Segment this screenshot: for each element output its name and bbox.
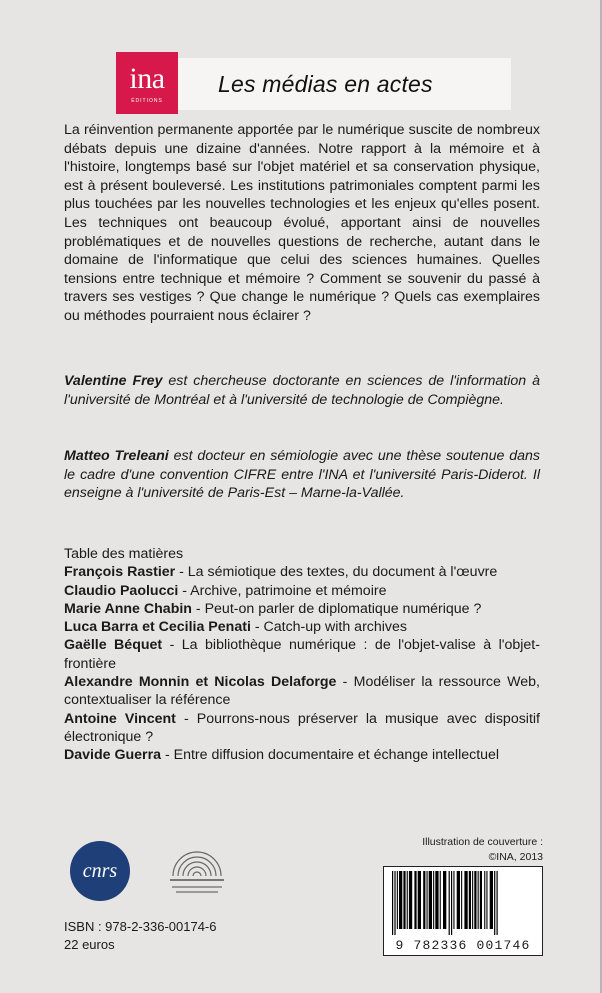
toc-entry	[64, 563, 540, 581]
barcode-bar	[464, 871, 467, 929]
barcode-bar	[490, 871, 493, 929]
summary-paragraph: La réinvention permanente apportée par le numérique suscite de nombreux débats depuis une dizaine d'années. Notre rapport à la mémoire et à l'histoire, longtemps basé sur l'objet matériel et sa conservation physique, est à présent bouleversé. Les institutions patrimoniales comptent parmi les plus touchées par les nouvelles technologies et les enjeux qu'elles posent. Les techniques ont beaucoup évolué, apportant ainsi de nouvelles problématiques et de nouvelles questions de recherche, autant dans le domaine de l'informatique que celui des sciences humaines. Quelles tensions entre technique et mémoire ? Comment se souvenir du passé à travers ses vestiges ? Que change le numérique ? Quels cas exemplaires ou méthodes pourraient nous éclairer ?	[64, 122, 540, 324]
barcode-bar	[453, 871, 454, 929]
toc-title: - Archive, patrimoine et mémoire	[178, 582, 387, 599]
cover-credit	[422, 835, 543, 865]
toc-title: - Catch-up with archives	[250, 619, 408, 636]
toc-author: Luca Barra et Cecilia Penati	[64, 619, 251, 636]
barcode-bar	[480, 871, 482, 929]
isbn-block	[64, 918, 216, 954]
barcode-bars	[384, 867, 544, 939]
barcode-bar	[392, 871, 393, 935]
toc-title: - Peut-on parler de diplomatique numérique ?	[191, 600, 482, 617]
institute-logo-icon	[158, 838, 236, 908]
toc-author: Antoine Vincent	[64, 710, 176, 727]
bio-author-name: Valentine Frey	[64, 373, 163, 389]
barcode-bar	[433, 871, 434, 929]
barcode-bar	[478, 871, 479, 929]
barcode-bar	[423, 871, 425, 929]
toc-author: François Rastier	[64, 564, 176, 581]
toc-author: Davide Guerra	[64, 747, 161, 764]
barcode-bar	[461, 871, 462, 929]
author-bio-2	[64, 447, 540, 503]
toc-title: - Entre diffusion documentaire et échange intellectuel	[161, 747, 500, 764]
cover-credit-label: Illustration de couverture :	[422, 836, 543, 848]
barcode-bar	[394, 871, 395, 935]
toc-entry	[64, 746, 540, 764]
table-of-contents	[64, 545, 540, 765]
barcode-bar	[486, 871, 487, 929]
toc-entry	[64, 582, 540, 600]
ina-editions-logo	[116, 52, 178, 114]
series-band	[178, 58, 511, 110]
barcode-digits: 9 782336 001746	[395, 938, 531, 953]
toc-entry	[64, 618, 540, 636]
barcode-bar	[472, 871, 473, 929]
toc-entry	[64, 710, 540, 747]
barcode-bar	[484, 871, 485, 929]
series-title: Les médias en actes	[218, 71, 433, 97]
toc-entry	[64, 600, 540, 618]
toc-author: Gaëlle Béquet	[64, 637, 163, 654]
toc-author: Claudio Paolucci	[64, 582, 179, 599]
barcode-bar	[457, 871, 460, 929]
toc-entry	[64, 673, 540, 710]
toc-author: Alexandre Monnin et Nicolas Delaforge	[64, 674, 337, 691]
barcode-bar	[407, 871, 408, 929]
barcode-bar	[427, 871, 428, 929]
bio-text: est docteur en sémiologie avec une thèse soutenue dans le cadre d'une convention CIFRE entre l'INA et l'université Paris-Diderot. Il enseigne à l'université de Paris-Est – Marne-la-Vallée.	[64, 448, 540, 502]
toc-title: - La bibliothèque numérique : de l'objet-valise à l'objet-frontière	[64, 637, 540, 672]
barcode-bar	[469, 871, 471, 929]
barcode-bar	[451, 871, 452, 935]
bio-text: est chercheuse doctorante en sciences de l'information à l'université de Montréal et à l'université de technologie de Compiègne.	[64, 373, 541, 408]
price: 22 euros	[64, 937, 115, 952]
barcode-bar	[497, 871, 498, 935]
cover-credit-owner: ©INA, 2013	[488, 851, 543, 863]
toc-entry	[64, 636, 540, 673]
author-bio-1	[64, 372, 540, 409]
toc-title: - Pourrons-nous préserver la musique avec dispositif électronique ?	[64, 710, 540, 745]
barcode-bar	[474, 871, 476, 929]
barcode-bar	[435, 871, 438, 929]
logo-text: ina	[129, 62, 165, 95]
toc-title: - La sémiotique des textes, du document à l'œuvre	[175, 564, 498, 581]
barcode-bar	[403, 871, 405, 929]
barcode-bar	[440, 871, 441, 929]
barcode-bar	[418, 871, 421, 929]
barcode-bar	[414, 871, 416, 929]
toc-author: Marie Anne Chabin	[64, 600, 192, 617]
barcode-bar	[443, 871, 446, 929]
bio-author-name: Matteo Treleani	[64, 448, 169, 464]
barcode-bar	[494, 871, 495, 935]
toc-heading: Table des matières	[64, 546, 184, 562]
barcode-bar	[429, 871, 432, 929]
cnrs-logo-text: cnrs	[82, 859, 118, 882]
barcode-bar	[449, 871, 450, 935]
header	[116, 52, 511, 114]
logo-subtext: ÉDITIONS	[131, 98, 163, 104]
barcode-bar	[409, 871, 412, 929]
cnrs-logo	[70, 841, 130, 901]
barcode	[383, 866, 543, 956]
barcode-bar	[397, 871, 398, 929]
isbn-number: ISBN : 978-2-336-00174-6	[64, 919, 217, 934]
barcode-bar	[399, 871, 402, 929]
toc-title: - Modéliser la ressource Web, contextualiser la référence	[64, 674, 540, 709]
